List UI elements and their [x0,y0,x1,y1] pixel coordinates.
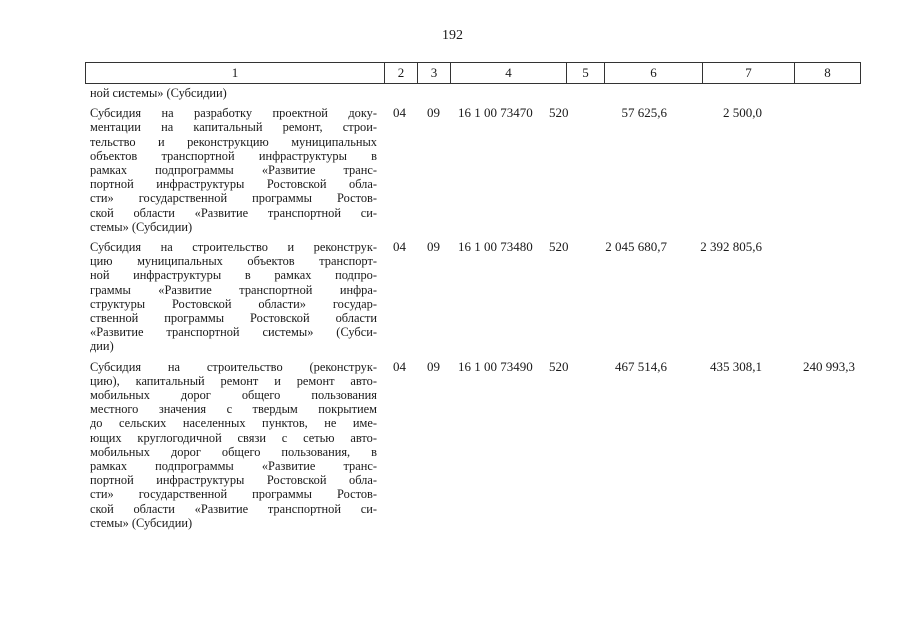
expense-type: 520 [549,358,569,374]
description-line: тельство и реконструкцию муниципальных [90,134,377,149]
subsection-code: 09 [427,239,440,255]
expense-type: 520 [549,105,569,121]
row-description [90,240,377,354]
amount-col-6: 2 045 680,7 [605,239,667,255]
header-col-4: 4 [450,63,566,83]
page-number: 192 [442,28,463,43]
amount-col-6: 467 514,6 [615,358,667,374]
table-row [90,106,865,234]
description-line: стемы» (Субсидии) [90,515,193,530]
table-body [90,86,865,530]
row-description [90,106,377,234]
description-line: ской области «Развитие транспортной си- [90,501,377,516]
target-article: 16 1 00 73490 [458,358,533,374]
description-line: Субсидия на разработку проектной доку- [90,106,377,121]
description-line: ментации на капитальный ремонт, строи- [90,120,377,135]
subsection-code: 09 [427,358,440,374]
description-line: объектов транспортной инфраструктуры в [90,148,377,163]
description-line: дии) [90,339,114,354]
header-col-8: 8 [794,63,860,83]
description-line: портной инфраструктуры Ростовской обла- [90,177,377,192]
continuation-text: ной системы» (Субсидии) [90,86,227,100]
description-line: стемы» (Субсидии) [90,219,193,234]
description-line: сти» государственной программы Ростов- [90,191,377,206]
row-description [90,360,377,530]
target-article: 16 1 00 73480 [458,239,533,255]
description-line: цию муниципальных объектов транспорт- [90,254,377,269]
amount-col-8: 240 993,3 [803,358,855,374]
description-line: «Развитие транспортной системы» (Субси- [90,325,377,340]
header-col-1: 1 [231,65,239,80]
description-line: ной инфраструктуры в рамках подпро- [90,268,377,283]
description-line: рамках подпрограммы «Развитие транс- [90,459,377,474]
table-row [90,360,865,530]
description-line: структуры Ростовской области» государ- [90,296,377,311]
subsection-code: 09 [427,105,440,121]
expense-type: 520 [549,239,569,255]
description-line: ющих круглогодичной связи с сетью авто- [90,430,377,445]
description-line: ственной программы Ростовской области [90,311,377,326]
table-rows [90,106,865,530]
header-col-5: 5 [566,63,604,83]
description-line: местного значения с твердым покрытием [90,402,377,417]
amount-col-7: 435 308,1 [710,358,762,374]
target-article: 16 1 00 73470 [458,105,533,121]
description-line: граммы «Развитие транспортной инфра- [90,282,377,297]
amount-col-6: 57 625,6 [621,105,667,121]
description-line: Субсидия на строительство (реконструк- [90,359,377,374]
continuation-row [90,86,865,100]
header-col-3: 3 [417,63,450,83]
description-line: рамках подпрограммы «Развитие транс- [90,163,377,178]
description-line: мобильных дорог общего пользования [90,388,377,403]
description-line: мобильных дорог общего пользования, в [90,444,377,459]
header-col-2: 2 [384,63,417,83]
description-line: Субсидия на строительство и реконструк- [90,240,377,255]
table-row [90,240,865,354]
description-line: портной инфраструктуры Ростовской обла- [90,473,377,488]
section-code: 04 [393,358,406,374]
section-code: 04 [393,239,406,255]
section-code: 04 [393,105,406,121]
table-header [85,62,861,84]
amount-col-7: 2 500,0 [723,105,762,121]
description-line: цию), капитальный ремонт и ремонт авто- [90,373,377,388]
description-line: до сельских населенных пунктов, не име- [90,416,377,431]
header-col-7: 7 [702,63,794,83]
description-line: сти» государственной программы Ростов- [90,487,377,502]
description-line: ской области «Развитие транспортной си- [90,205,377,220]
amount-col-7: 2 392 805,6 [700,239,762,255]
header-col-6: 6 [604,63,702,83]
